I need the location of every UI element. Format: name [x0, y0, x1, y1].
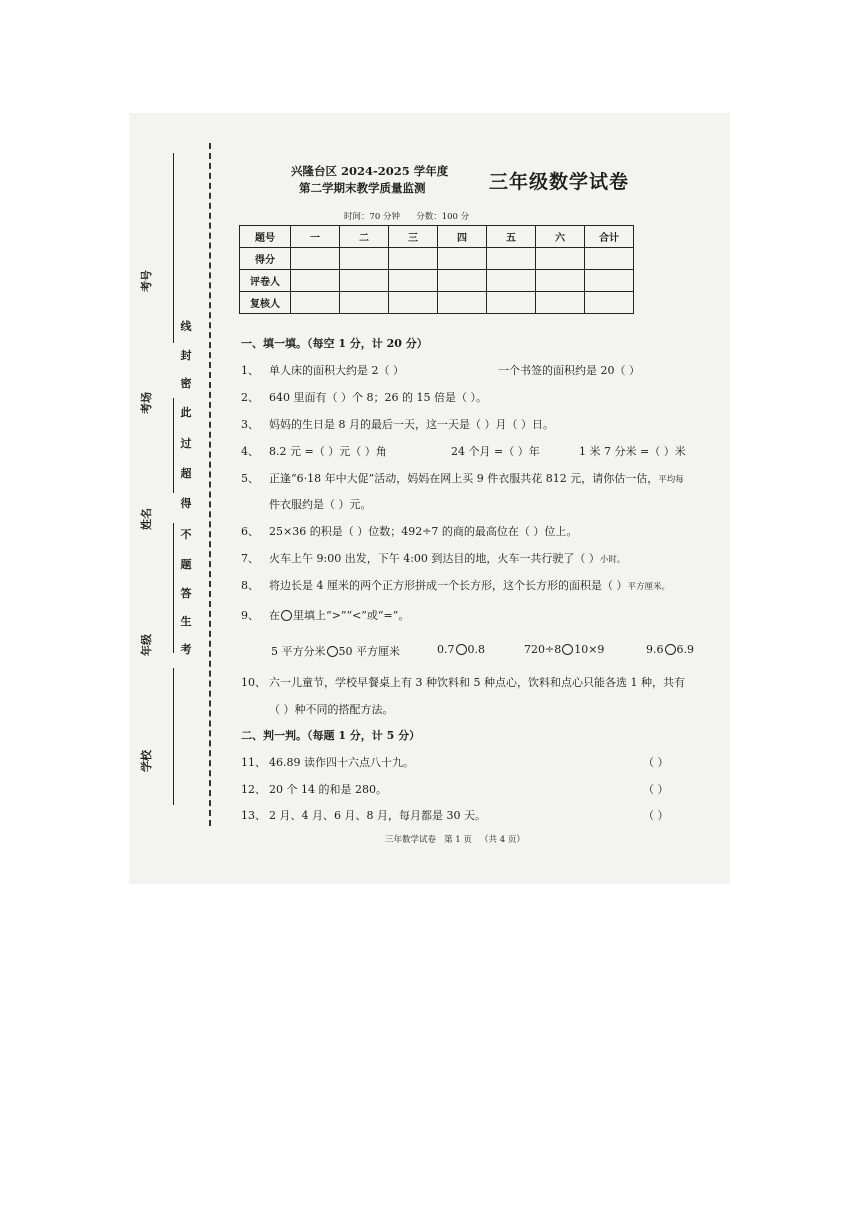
compare-left: 9.6	[646, 643, 664, 656]
score-cell	[438, 270, 487, 292]
question-text: 里填上“>”“<”或“=”。	[293, 609, 410, 622]
score-cell	[536, 248, 585, 270]
judge-answer-bracket[interactable]: （ ）	[643, 783, 669, 796]
name-line	[173, 523, 174, 653]
warning-char: 答	[180, 587, 192, 600]
compare-item	[646, 643, 694, 656]
question-7	[241, 550, 625, 566]
question-text: 单人床的面积大约是 2（ ）	[269, 364, 404, 377]
school-line	[173, 713, 174, 805]
question-number: 9、	[241, 609, 259, 622]
score-cell	[389, 248, 438, 270]
score-cell	[536, 270, 585, 292]
question-unit: 小时。	[599, 555, 626, 565]
grade-label: 年级	[140, 634, 153, 656]
score-cell	[389, 270, 438, 292]
score-cell	[340, 292, 389, 314]
compare-circle-icon[interactable]	[456, 644, 467, 655]
score-table-row	[240, 292, 634, 314]
question-4-part-b: 24 个月 =（ ）年	[451, 445, 540, 458]
score-table	[239, 225, 634, 314]
score-table-row	[240, 270, 634, 292]
score-row-label: 得分	[240, 248, 291, 270]
score-table-header: 四	[438, 226, 487, 248]
question-text-tail: 平均每	[658, 475, 684, 485]
question-text: 正逢“6·18 年中大促”活动，妈妈在网上买 9 件衣服共花 812 元，请你估一估，	[269, 472, 659, 485]
question-number: 8、	[241, 579, 259, 592]
score-table-header-row	[240, 226, 634, 248]
compare-right: 50 平方厘米	[338, 645, 400, 658]
exam-room-label: 考场	[140, 392, 153, 414]
exam-room-line	[173, 398, 174, 493]
question-number: 13、	[241, 809, 266, 822]
score-cell	[438, 248, 487, 270]
compare-item	[437, 643, 485, 656]
header-district-year: 兴隆台区 2024-2025 学年度	[291, 164, 449, 178]
question-4	[241, 443, 387, 459]
judge-answer-bracket[interactable]: （ ）	[643, 756, 669, 769]
question-number: 3、	[241, 418, 259, 431]
question-12	[241, 781, 387, 797]
school-label: 学校	[140, 750, 153, 772]
question-text: 在	[269, 609, 280, 622]
question-11	[241, 754, 414, 770]
compare-circle-icon	[281, 610, 292, 621]
compare-left: 5 平方分米	[271, 645, 326, 658]
header-exam-name: 第二学期末教学质量监测	[299, 181, 426, 195]
compare-circle-icon[interactable]	[562, 644, 573, 655]
compare-left: 0.7	[437, 643, 455, 656]
score-table-header: 五	[487, 226, 536, 248]
score-table-row	[240, 248, 634, 270]
warning-char: 封	[180, 349, 192, 362]
question-text: 25×36 的积是（ ）位数；492÷7 的商的最高位在（ ）位上。	[269, 525, 578, 538]
score-table-header: 一	[291, 226, 340, 248]
score-cell	[487, 270, 536, 292]
compare-left: 720÷8	[524, 643, 562, 656]
exam-number-label: 考号	[140, 270, 153, 292]
warning-char: 线	[180, 320, 192, 333]
question-number: 11、	[241, 756, 266, 769]
question-number: 12、	[241, 783, 266, 796]
page-footer: 三年数学试卷 第 1 页 （共 4 页）	[385, 835, 525, 845]
question-6	[241, 523, 577, 539]
score-cell	[585, 270, 634, 292]
warning-char: 过	[180, 437, 192, 450]
question-text: 妈妈的生日是 8 月的最后一天，这一天是（ ）月（ ）日。	[269, 418, 554, 431]
exam-number-line	[173, 153, 174, 343]
question-number: 2、	[241, 391, 259, 404]
question-unit: 平方厘米。	[627, 582, 671, 592]
score-table-header: 六	[536, 226, 585, 248]
question-2	[241, 389, 487, 405]
question-10-line-2: （ ）种不同的搭配方法。	[269, 703, 394, 716]
question-number: 4、	[241, 445, 259, 458]
question-9	[241, 607, 409, 623]
score-cell	[487, 248, 536, 270]
score-cell	[487, 292, 536, 314]
compare-right: 10×9	[574, 643, 605, 656]
exam-paper-photo	[129, 113, 730, 884]
compare-item	[524, 643, 604, 656]
question-8	[241, 577, 670, 593]
question-1	[241, 362, 404, 378]
score-cell	[585, 292, 634, 314]
score-cell	[291, 270, 340, 292]
question-10	[241, 674, 685, 690]
name-label: 姓名	[140, 508, 153, 530]
warning-char: 题	[180, 558, 192, 571]
warning-char: 考	[180, 643, 192, 656]
question-text: 8.2 元 =（ ）元（ ）角	[269, 445, 387, 458]
score-table-header: 三	[389, 226, 438, 248]
question-text: 火车上午 9:00 出发，下午 4:00 到达目的地，火车一共行驶了（ ）	[269, 552, 600, 565]
warning-char: 此	[180, 406, 192, 419]
page-title: 三年级数学试卷	[489, 171, 630, 193]
question-5-line-2: 件衣服约是（ ）元。	[269, 498, 372, 511]
question-text: 46.89 读作四十六点八十九。	[269, 756, 414, 769]
question-3	[241, 416, 554, 432]
section-1-title: 一、填一填。（每空 1 分，计 20 分）	[241, 337, 428, 350]
question-13	[241, 807, 486, 823]
score-cell	[536, 292, 585, 314]
warning-char: 超	[180, 467, 192, 480]
score-table-header: 合计	[585, 226, 634, 248]
compare-right: 0.8	[467, 643, 485, 656]
compare-circle-icon[interactable]	[327, 646, 338, 657]
fold-dashed-line	[209, 143, 211, 826]
score-cell	[291, 292, 340, 314]
question-text: 640 里面有（ ）个 8；26 的 15 倍是（ ）。	[269, 391, 487, 404]
score-table-header: 题号	[240, 226, 291, 248]
compare-circle-icon[interactable]	[665, 644, 676, 655]
question-text: 六一儿童节，学校早餐桌上有 3 种饮料和 5 种点心，饮料和点心只能各选 1 种，共有	[269, 676, 685, 689]
question-number: 10、	[241, 676, 266, 689]
score-cell	[291, 248, 340, 270]
score-row-label: 评卷人	[240, 270, 291, 292]
section-2-title: 二、判一判。（每题 1 分，计 5 分）	[241, 729, 421, 742]
score-cell	[340, 248, 389, 270]
question-number: 5、	[241, 472, 259, 485]
score-table-header: 二	[340, 226, 389, 248]
warning-char: 得	[180, 497, 192, 510]
score-cell	[438, 292, 487, 314]
compare-right: 6.9	[676, 643, 694, 656]
score-cell	[585, 248, 634, 270]
question-5	[241, 470, 684, 486]
question-text: 将边长是 4 厘米的两个正方形拼成一个长方形，这个长方形的面积是（ ）	[269, 579, 628, 592]
question-text: 2 月、4 月、6 月、8 月，每月都是 30 天。	[269, 809, 486, 822]
compare-item	[271, 643, 400, 659]
warning-char: 生	[180, 615, 192, 628]
question-number: 7、	[241, 552, 259, 565]
judge-answer-bracket[interactable]: （ ）	[643, 809, 669, 822]
question-text: 20 个 14 的和是 280。	[269, 783, 387, 796]
warning-char: 不	[180, 528, 192, 541]
question-1-part-b: 一个书签的面积约是 20（ ）	[498, 364, 640, 377]
score-cell	[389, 292, 438, 314]
warning-char: 密	[180, 377, 192, 390]
question-number: 6、	[241, 525, 259, 538]
score-cell	[340, 270, 389, 292]
question-4-part-c: 1 米 7 分米 =（ ）米	[579, 445, 686, 458]
exam-meta: 时间：70 分钟 分数：100 分	[344, 212, 470, 222]
question-number: 1、	[241, 364, 259, 377]
score-row-label: 复核人	[240, 292, 291, 314]
